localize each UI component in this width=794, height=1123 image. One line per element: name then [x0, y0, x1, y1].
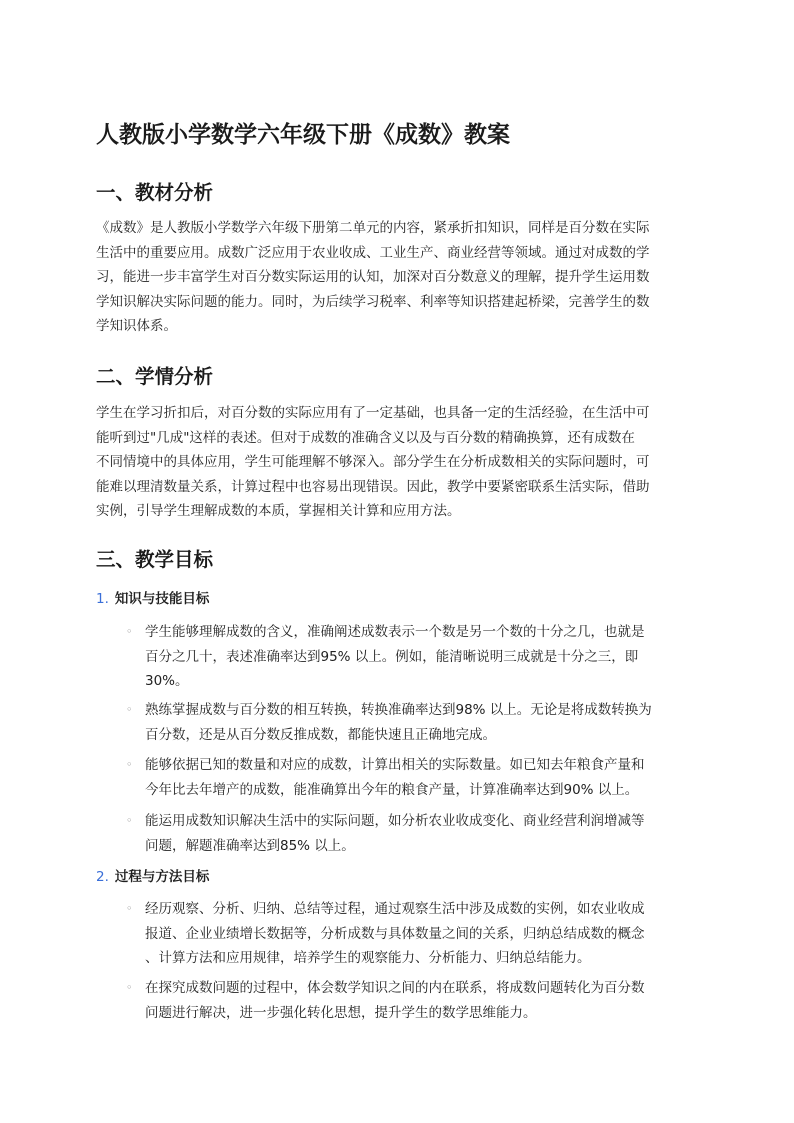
list-item-line: 能运用成数知识解决生活中的实际问题，如分析农业收成变化、商业经营利润增减等 — [145, 813, 645, 829]
list-item-line: 报道、企业业绩增长数据等，分析成数与具体数量之间的关系，归纳总结成数的概念 — [145, 925, 645, 942]
list-item-line: 、计算方法和应用规律，培养学生的观察能力、分析能力、归纳总结能力。 — [145, 950, 591, 966]
goal-heading-process-methods — [96, 866, 209, 888]
list-item-line: 问题，解题准确率达到85% 以上。 — [145, 837, 355, 854]
paragraph-line: 实例，引导学生理解成数的本质，掌握相关计算和应用方法。 — [96, 503, 461, 519]
goal-heading-knowledge-skills — [96, 588, 209, 610]
bullet-marker-icon: ◦ — [126, 703, 133, 716]
paragraph-line: 学知识解决实际问题的能力。同时，为后续学习税率、利率等知识搭建起桥梁，完善学生的数 — [96, 293, 650, 310]
paragraph-line: 能难以理清数量关系，计算过程中也容易出现错误。因此，教学中要紧密联系生活实际，借助 — [96, 478, 650, 495]
paragraph-line: 《成数》是人教版小学数学六年级下册第二单元的内容，紧承折扣知识，同样是百分数在实际 — [96, 220, 650, 236]
paragraph-line: 学生在学习折扣后，对百分数的实际应用有了一定基础，也具备一定的生活经验，在生活中可 — [96, 405, 650, 421]
bullet-marker-icon: ◦ — [126, 758, 133, 771]
list-item-line: 百分数，还是从百分数反推成数，都能快速且正确地完成。 — [145, 726, 496, 743]
section-heading-teaching-goals: 三、教学目标 — [96, 548, 214, 571]
goal-label: 过程与方法目标 — [114, 869, 210, 885]
goal-label: 知识与技能目标 — [114, 591, 210, 607]
bullet-marker-icon: ◦ — [126, 902, 133, 915]
section-paragraph-learner-analysis — [96, 401, 702, 524]
bullet-marker-icon: ◦ — [126, 625, 133, 638]
paragraph-line: 习，能进一步丰富学生对百分数实际运用的认知，加深对百分数意义的理解，提升学生运用数 — [96, 269, 650, 285]
paragraph-line: 生活中的重要应用。成数广泛应用于农业收成、工业生产、商业经营等领域。通过对成数的学 — [96, 244, 650, 261]
page-title: 人教版小学数学六年级下册《成数》教案 — [96, 122, 510, 148]
list-item-line: 今年比去年增产的成数，能准确算出今年的粮食产量，计算准确率达到90% 以上。 — [145, 781, 639, 798]
goal-number: 1. — [96, 591, 109, 607]
list-item-line: 问题进行解决，进一步强化转化思想，提升学生的数学思维能力。 — [145, 1004, 537, 1021]
section-heading-material-analysis: 一、教材分析 — [96, 181, 214, 204]
paragraph-line: 学知识体系。 — [96, 318, 177, 334]
bullet-marker-icon: ◦ — [126, 814, 133, 827]
list-item-line: 百分之几十，表述准确率达到95% 以上。例如，能清晰说明三成就是十分之三，即 — [145, 648, 639, 665]
list-item-line: 学生能够理解成数的含义，准确阐述成数表示一个数是另一个数的十分之几，也就是 — [145, 624, 645, 640]
list-item-line: 在探究成数问题的过程中，体会数学知识之间的内在联系，将成数问题转化为百分数 — [145, 980, 645, 996]
section-paragraph-material-analysis — [96, 216, 702, 339]
paragraph-line: 能听到过"几成"这样的表述。但对于成数的准确含义以及与百分数的精确换算，还有成数在 — [96, 429, 635, 446]
goal-number: 2. — [96, 869, 109, 885]
bullet-marker-icon: ◦ — [126, 981, 133, 994]
list-item-line: 熟练掌握成数与百分数的相互转换，转换准确率达到98% 以上。无论是将成数转换为 — [145, 702, 652, 718]
list-item-line: 经历观察、分析、归纳、总结等过程，通过观察生活中涉及成数的实例，如农业收成 — [145, 901, 645, 917]
paragraph-line: 不同情境中的具体应用，学生可能理解不够深入。部分学生在分析成数相关的实际问题时，可 — [96, 454, 650, 470]
list-item-line: 30%。 — [145, 673, 189, 689]
section-heading-learner-analysis: 二、学情分析 — [96, 365, 214, 388]
list-item-line: 能够依据已知的数量和对应的成数，计算出相关的实际数量。如已知去年粮食产量和 — [145, 757, 645, 773]
